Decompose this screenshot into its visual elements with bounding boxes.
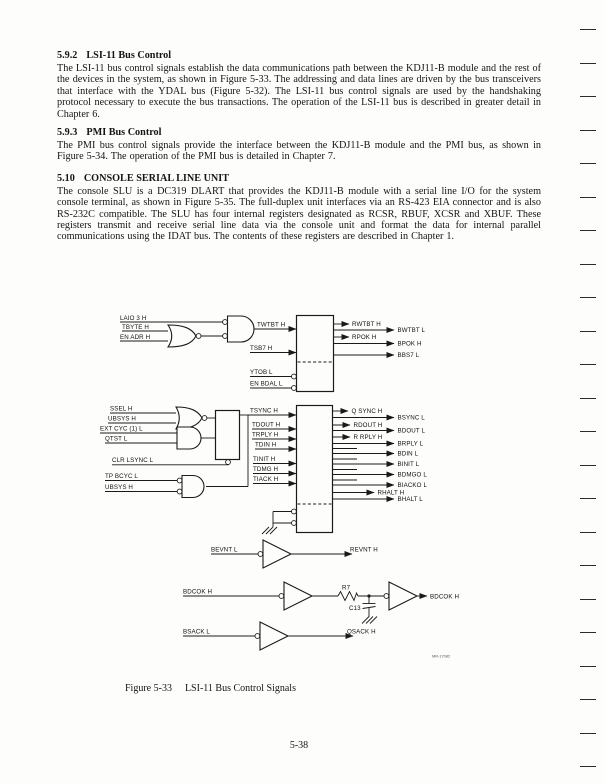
signal-label-rdout: RDOUT H [353,422,383,430]
signal-label-bwtbt: BWTBT L [397,327,426,335]
signal-label-bdout: BDOUT L [397,427,426,435]
signal-label-tdin: TDIN H [255,441,277,449]
top-input-gates [120,315,296,347]
signal-label-bsack: BSACK L [183,628,210,636]
signal-label-qtst: QTST L [105,435,128,443]
signal-label-tinit: TINIT H [253,456,276,463]
bus-driver-block-2 [248,406,427,535]
section-body: The LSI-11 bus control signals establish the data communications path between the KDJ11-B module and the rest of the devices in the system, as shown in Figure 5-33. The addressing and data lines are driven by the bus transceivers that interface with the YDAL bus (Figure 5-32). The LSI-11 bus control signals are used by the handshaking protocol necessary to execute the bus transactions. The operation of the LSI-11 bus is described in greater detail in Chapter 6. [57,63,541,120]
lsync-box [216,411,240,460]
inverter-2 [284,582,312,610]
signal-label-revnt: REVNT H [350,546,378,554]
signal-label-rhalt: RHALT H [377,489,405,497]
signal-label-ytob: YTOB L [250,369,273,376]
signal-label-bdmgo: BDMGO L [397,471,427,479]
signal-label-binit: BINIT L [397,461,420,469]
signal-label-rwtbt: RWTBT H [352,321,381,329]
signal-label-qsync: Q SYNC H [351,408,383,416]
signal-label-extcyc: EXT CYC (1) L [100,425,143,433]
bdcok-filter-chain [183,582,459,624]
bsack-buffer [183,622,376,650]
inverter-3 [389,582,417,610]
signal-label-bdcok-in: BDCOK H [183,588,213,596]
capacitor-c13 [363,596,376,617]
signal-label-enadr: EN ADR H [120,334,151,341]
section-number: 5.9.3 [57,127,78,139]
section-number: 5.10 [57,172,75,184]
section-body: The console SLU is a DC319 DLART that provides the KDJ11-B module with a serial line I/O for the system console terminal, as shown in Figure 5-35. The full-duplex unit interfaces via an RS-423 EIA connector and is also RS-232C compatible. The SLU has four internal registers designated as RCSR, RBUF, XCSR and XBUF. These registers transmit and receive serial line data via the console unit and format the data for internal parallel communications using the IDAT bus. The contents of these registers are described in Chapter 1. [57,185,541,243]
and-gate-3 [182,476,204,498]
signal-label-bpok: BPOK H [397,340,422,348]
signal-label-r7: R7 [342,584,351,592]
signal-label-twtbt: TWTBT H [257,321,286,329]
nor-gate-1 [168,325,196,347]
signal-label-tdmg: TDMG H [253,466,279,473]
ground-symbol-1 [262,527,277,534]
section-title: PMI Bus Control [86,127,162,139]
signal-label-tsb7: TSB7 H [250,345,273,352]
signal-label-bdcok-out: BDCOK H [430,593,460,601]
page-number: 5-38 [289,740,309,751]
figure-caption [125,683,296,694]
section-body: The PMI bus control signals provide the interface between the KDJ11-B module and the PMI bus, as shown in Figure 5-34. The operation of the PMI bus is detailed in Chapter 7. [57,140,541,163]
signal-label-bhalt: BHALT L [397,496,423,504]
section-title: LSI-11 Bus Control [86,50,172,61]
and-gate-1 [228,316,255,342]
inverter-4 [260,622,288,650]
signal-label-tiack: TIACK H [253,476,279,483]
signal-label-brply: BRPLY L [397,440,424,448]
signal-label-ubsys1: UBSYS H [108,415,137,423]
signal-label-qsack: QSACK H [347,628,376,636]
signal-label-rrply: R RPLY H [353,434,383,442]
signal-label-clrlsync: CLR LSYNC L [112,457,154,464]
section-title: CONSOLE SERIAL LINE UNIT [83,172,230,184]
sync-logic-gates [100,406,248,498]
signal-label-ssel: SSEL H [110,405,133,413]
signal-label-rpok: RPOK H [352,334,377,342]
signal-label-tsync: TSYNC H [250,407,278,415]
signal-label-trply: TRPLY H [252,431,279,439]
signal-label-biacko: BIACKO L [397,482,428,490]
signal-label-enbdal: EN BDAL L [250,380,283,388]
signal-label-c13: C13 [349,605,361,612]
signal-label-bdin: BDIN L [397,450,419,458]
signal-label-bsync: BSYNC L [397,414,425,422]
signal-label-tbyte: TBYTE H [122,324,149,331]
figure-caption-title: LSI-11 Bus Control Signals [184,683,296,694]
signal-label-bbs7: BBS7 L [397,352,420,360]
nor-gate-2 [176,407,202,429]
signal-label-ubsys2: UBSYS H [105,484,134,491]
inverter-1 [263,540,291,568]
section-number: 5.9.2 [57,50,78,61]
signal-label-bevnt: BEVNT L [211,546,238,554]
and-gate-2 [177,427,201,449]
signal-label-laio3: LAIO 3 H [120,315,147,322]
ground-symbol-2 [362,617,377,624]
drawing-ref-label: MR-17082 [432,653,451,659]
bevnt-buffer [211,540,378,568]
signal-label-tdout: TDOUT H [252,421,281,429]
signal-label-tpbcyc: TP BCYC L [105,473,138,480]
figure-caption-number: Figure 5-33 [125,683,172,694]
edge-marks [574,0,604,783]
resistor-r7 [338,592,358,601]
